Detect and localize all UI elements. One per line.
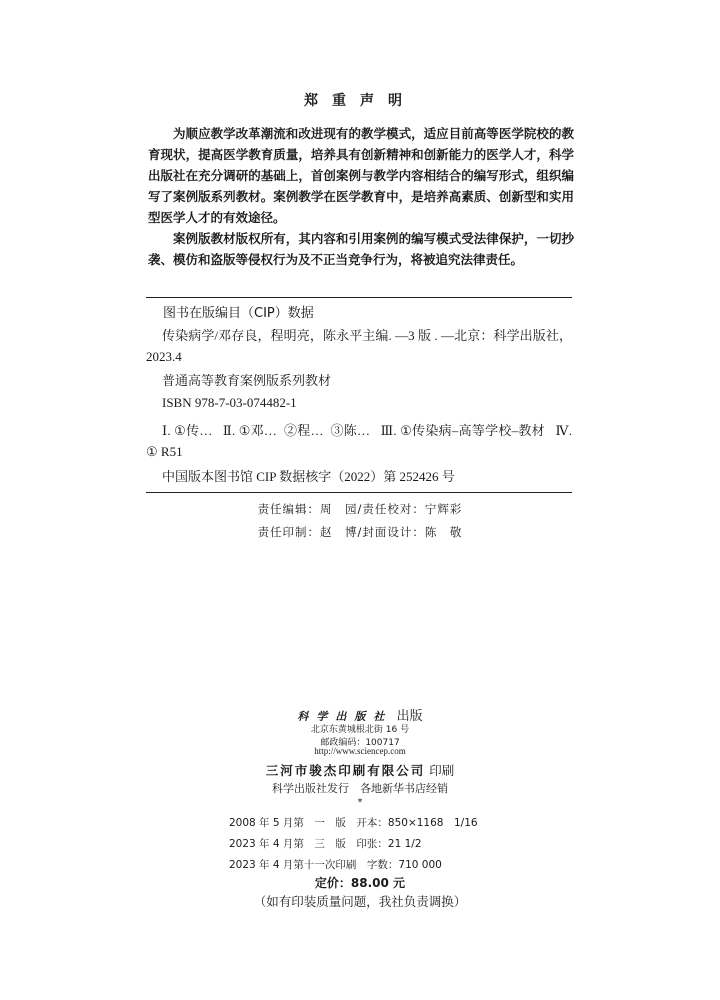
edition-line-2: 2023 年 4 月第 三 版 印张：21 1/2 bbox=[229, 838, 422, 850]
publisher-name-suffix: 出版 bbox=[396, 709, 423, 724]
cip-isbn: ISBN 978-7-03-074482-1 bbox=[162, 395, 297, 410]
cip-top-rule bbox=[146, 297, 572, 298]
printer-suffix: 印刷 bbox=[429, 763, 455, 778]
credits-editors: 责任编辑：周 园/责任校对：宁辉彩 bbox=[257, 502, 463, 516]
cip-description: 传染病学/邓存良，程明亮，陈永平主编. —3 版 . —北京：科学出版社，2023.4 bbox=[146, 328, 572, 364]
quality-notice: （如有印装质量问题，我社负责调换） bbox=[253, 894, 467, 909]
edition-line-1: 2008 年 5 月第 一 版 开本：850×1168 1/16 bbox=[229, 817, 478, 829]
edition-line-3: 2023 年 4 月第十一次印刷 字数：710 000 bbox=[229, 859, 442, 871]
statement-paragraph-2: 案例版教材版权所有，其内容和引用案例的编写模式受法律保护，一切抄袭、模仿和盗版等侵权行为及不正当竞争行为，将被追究法律责任。 bbox=[148, 231, 574, 267]
separator-star: * bbox=[357, 797, 363, 808]
statement-title: 郑重声明 bbox=[304, 93, 416, 109]
printer bbox=[0, 761, 720, 779]
cip-data-number: 中国版本图书馆 CIP 数据核字（2022）第 252426 号 bbox=[162, 469, 455, 484]
cip-series: 普通高等教育案例版系列教材 bbox=[162, 373, 332, 388]
price: 定价：88.00 元 bbox=[314, 876, 406, 890]
publisher-postcode: 邮政编码：100717 bbox=[320, 738, 400, 748]
publisher-address: 北京东黄城根北街 16 号 bbox=[310, 725, 410, 735]
cip-bottom-rule bbox=[146, 492, 572, 493]
distribution: 科学出版社发行 各地新华书店经销 bbox=[272, 782, 448, 795]
publisher-logo-text: 科学出版社 bbox=[297, 710, 393, 723]
statement-paragraph-1: 为顺应教学改革潮流和改进现有的教学模式，适应目前高等医学院校的教育现状，提高医学教育质量，培养具有创新精神和创新能力的医学人才，科学出版社在充分调研的基础上，首创案例与教学内容相结合的编写形式，组织编写了案例版系列教材。案例教学在医学教育中，是培养高素质、创新型和实用型医学人才的有效途径。 bbox=[148, 126, 574, 225]
cip-heading: 图书在版编目（CIP）数据 bbox=[163, 306, 314, 321]
printer-name: 三河市骏杰印刷有限公司 bbox=[265, 763, 426, 778]
credits-production: 责任印制：赵 博/封面设计：陈 敬 bbox=[257, 525, 463, 539]
cip-classification: Ⅰ. ①传… Ⅱ. ①邓… ②程… ③陈… Ⅲ. ①传染病–高等学校–教材 Ⅳ. ① R51 bbox=[146, 423, 576, 459]
publisher-url: http://www.sciencep.com bbox=[314, 746, 406, 756]
